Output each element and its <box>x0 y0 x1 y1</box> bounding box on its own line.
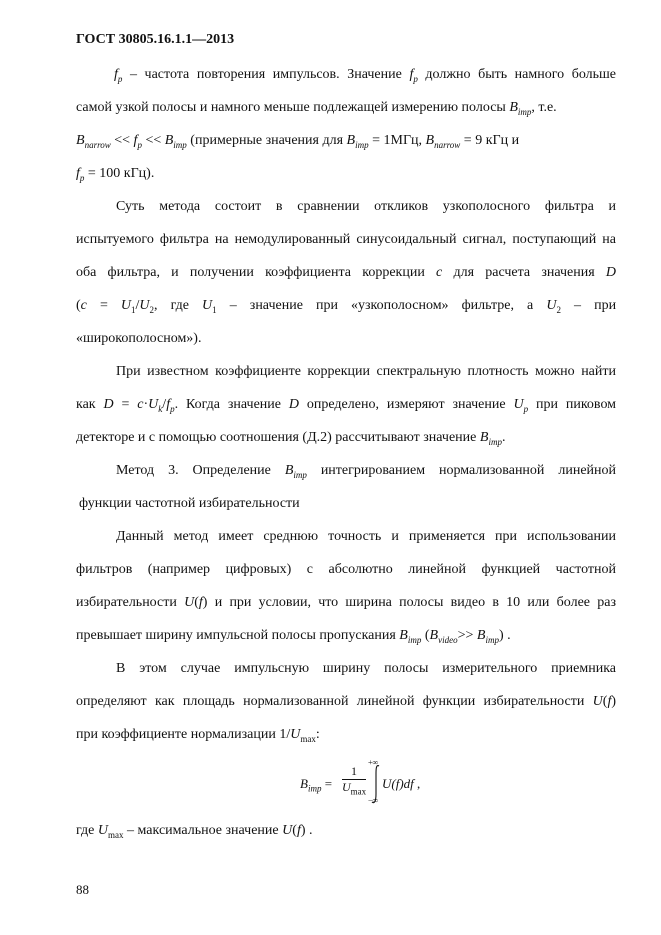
paragraph-line: детекторе и с помощью соотношения (Д.2) рассчитывают значение $B_{imp}$. <box>76 430 506 447</box>
paragraph-line: испытуемого фильтра на немодулированный синусоидальный сигнал, поступающий на <box>76 232 616 247</box>
page-number: 88 <box>76 882 89 897</box>
paragraph-line: фильтров (например цифровых) с абсолютно линейной функцией частотной <box>76 562 616 577</box>
paragraph-line: Суть метода состоит в сравнении откликов узкополосного фильтра и <box>116 199 616 214</box>
document-header: ГОСТ 30805.16.1.1—2013 <box>76 32 235 47</box>
paragraph-line: избирательности U(f) и при условии, что ширина полосы видео в 10 или более раз <box>76 595 616 610</box>
paragraph-line: В этом случае импульсную ширину полосы измерительного приемника <box>116 661 616 676</box>
paragraph-line: определяют как площадь нормализованной линейной функции избирательности U(f) <box>76 694 616 709</box>
paragraph-line: при коэффициенте нормализации $1/U_{max}$: <box>76 727 320 744</box>
paragraph-line: как $D = c\cdot U_k/f_p$. Когда значение D определено, измеряют значение $U_p$ при пиковом <box>76 397 617 414</box>
paragraph-line: «широкополосном»). <box>76 331 202 346</box>
paragraph-line: $f_p$ – частота повторения импульсов. Значение $f_p$ должно быть намного больше <box>114 67 617 84</box>
paragraph-line: При известном коэффициенте коррекции спектральную плотность можно найти <box>116 364 616 379</box>
paragraph-line: $f_p = 100$ кГц). <box>76 166 155 183</box>
paragraph-line: оба фильтра, и получении коэффициента коррекции c для расчета значения D <box>76 265 617 280</box>
section-heading-line: функции частотной избирательности <box>79 496 300 511</box>
section-heading-line: Метод 3. Определение $B_{imp}$ интегрированием нормализованной линейной <box>116 463 617 480</box>
paragraph-line: самой узкой полосы и намного меньше подлежащей измерению полосы $B_{imp}$, т.е. <box>76 100 557 117</box>
paragraph-line: $B_{narrow} << f_p << B_{imp}$ (примерные значения для $B_{imp} = 1МГц$, $B_{narrow} = 9$ кГц и <box>76 133 520 150</box>
paragraph-line: Данный метод имеет среднюю точность и применяется при использовании <box>116 529 616 544</box>
paragraph-line: превышает ширину импульсной полосы пропускания $B_{imp}$ $(B_{video}>> B_{imp})$ . <box>76 628 511 645</box>
paragraph-line: ($c = U_1/U_2$, где $U_1$ – значение при «узкополосном» фильтре, а $U_2$ – при <box>76 298 617 315</box>
integral-formula: $B_{imp}$ = 1 $U_{max}$ +∞ −∞ U(f)df , <box>300 758 421 805</box>
paragraph-line: где $U_{max}$ – максимальное значение U(f) . <box>76 823 313 840</box>
